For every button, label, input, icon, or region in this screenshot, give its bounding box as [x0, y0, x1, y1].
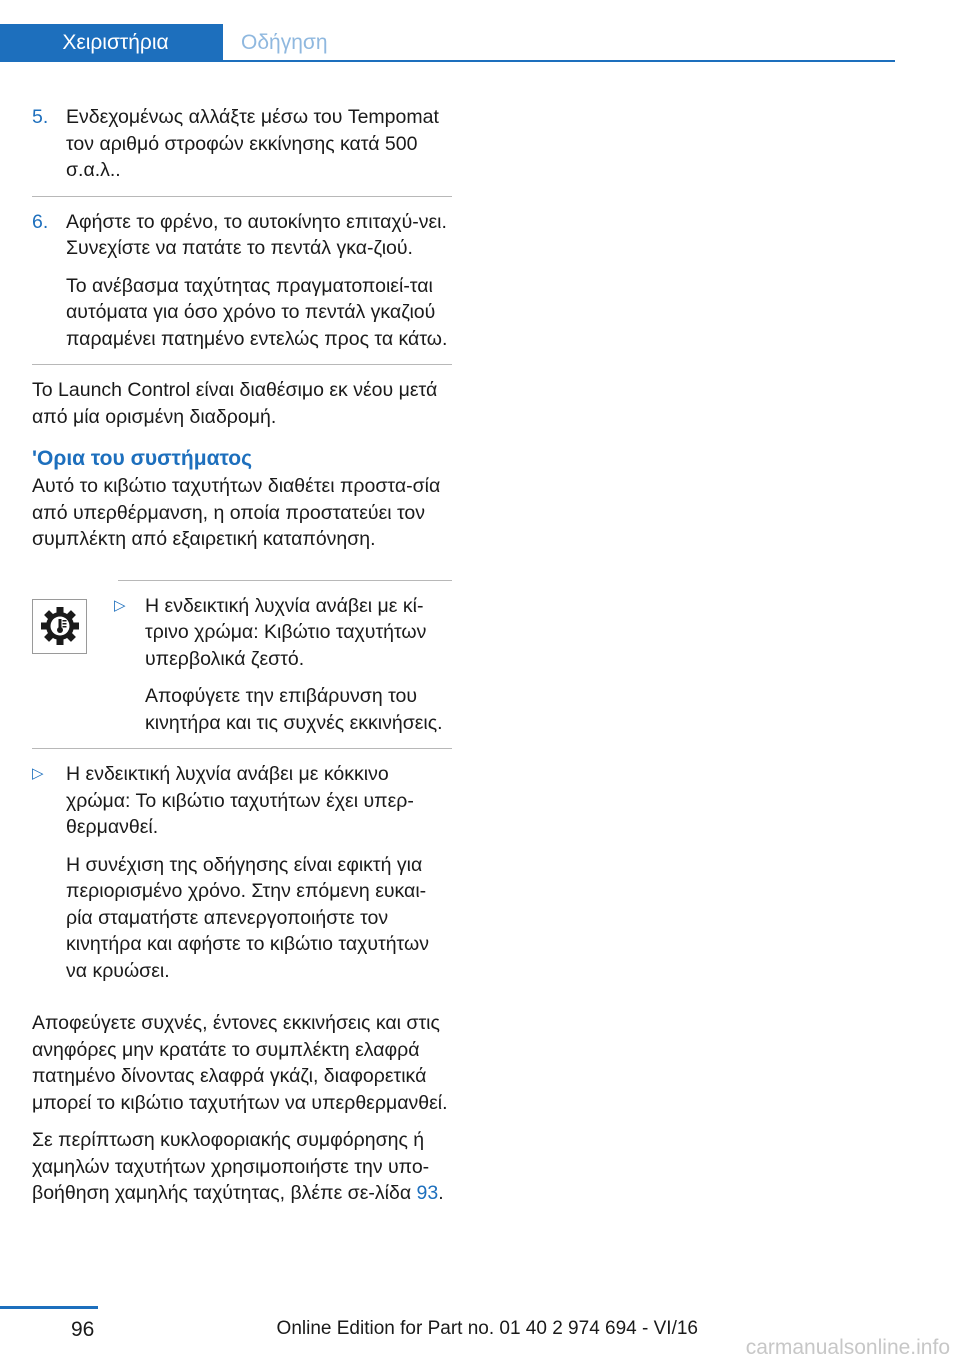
- divider: [32, 364, 452, 365]
- triangle-bullet-icon: ▷: [114, 596, 126, 614]
- warning-text: Η ενδεικτική λυχνία ανάβει με κί-τρινο χρώμα: Κιβώτιο ταχυτήτων υπερβολικά ζεστό.: [145, 594, 427, 670]
- page-link[interactable]: 93: [416, 1182, 439, 1204]
- page-number: 96: [71, 1318, 95, 1341]
- warning-yellow: [32, 593, 452, 737]
- warning-text: Η ενδεικτική λυχνία ανάβει με κόκκινο χρώμα: Το κιβώτιο ταχυτήτων έχει υπερ-θερμανθεί.: [66, 763, 414, 838]
- paragraph: Το Launch Control είναι διαθέσιμο εκ νέου μετά από μία ορισμένη διαδρομή.: [32, 379, 438, 428]
- step-6: [32, 209, 452, 353]
- step-text: Ενδεχομένως αλλάξτε μέσω του Tempomat τον αριθμό στροφών εκκίνησης κατά 500 σ.α.λ..: [66, 106, 439, 181]
- paragraph: Αποφεύγετε συχνές, έντονες εκκινήσεις και στις ανηφόρες μην κρατάτε το συμπλέκτη ελαφρά πατημένο δίνοντας ελαφρά γκάζι, διαφορετικά μπορεί το κιβώτιο ταχυτήτων να υπερθερμανθεί.: [32, 1012, 448, 1114]
- section-heading: 'Ορια του συστήματος: [32, 447, 253, 470]
- divider: [32, 748, 452, 749]
- tab-controls[interactable]: Χειριστήρια: [0, 24, 223, 62]
- footer-line: [0, 1306, 98, 1309]
- section-tabs: [0, 24, 895, 62]
- watermark: carmanualsonline.info: [745, 1336, 950, 1359]
- step-text: Αφήστε το φρένο, το αυτοκίνητο επιταχύ-νει. Συνεχίστε να πατάτε το πεντάλ γκα-ζιού.: [66, 210, 447, 259]
- edition-info: Online Edition for Part no. 01 40 2 974 694 - VI/16: [276, 1318, 698, 1339]
- warning-note: Αποφύγετε την επιβάρυνση του κινητήρα και τις συχνές εκκινήσεις.: [145, 685, 443, 734]
- triangle-bullet-icon: ▷: [32, 765, 44, 782]
- step-note: Το ανέβασμα ταχύτητας πραγματοποιεί-ται αυτόματα για όσο χρόνο το πεντάλ γκαζιού παραμένει πατημένο εντελώς προς τα κάτω.: [66, 274, 448, 350]
- divider: [32, 196, 452, 197]
- step-number: 6.: [32, 210, 49, 233]
- warning-red: [32, 761, 452, 984]
- gear-temperature-icon: [32, 599, 87, 654]
- tab-driving[interactable]: Οδήγηση: [241, 31, 328, 54]
- warning-note: Η συνέχιση της οδήγησης είναι εφικτή για περιορισμένο χρόνο. Στην επόμενη ευκαι-ρία σταματήστε απενεργοποιήστε τον κινητήρα και αφήστε το κιβώτιο ταχυτήτων να κρυώσει.: [66, 853, 429, 982]
- paragraph-text: Σε περίπτωση κυκλοφοριακής συμφόρησης ή χαμηλών ταχυτήτων χρησιμοποιήστε την υπο-βοήθηση χαμηλής ταχύτητας, βλέπε σε-λίδα: [32, 1129, 430, 1204]
- step-5: [32, 104, 452, 184]
- paragraph-end: .: [438, 1182, 444, 1204]
- section-intro: Αυτό το κιβώτιο ταχυτήτων διαθέτει προστα-σία από υπερθέρμανση, η οποία προστατεύει τον συμπλέκτη από εξαιρετική καταπόνηση.: [32, 475, 441, 550]
- main-content: [32, 104, 452, 1207]
- tab-underline: [223, 60, 895, 62]
- step-number: 5.: [32, 106, 49, 128]
- divider: [118, 580, 452, 581]
- paragraph: [32, 1127, 452, 1207]
